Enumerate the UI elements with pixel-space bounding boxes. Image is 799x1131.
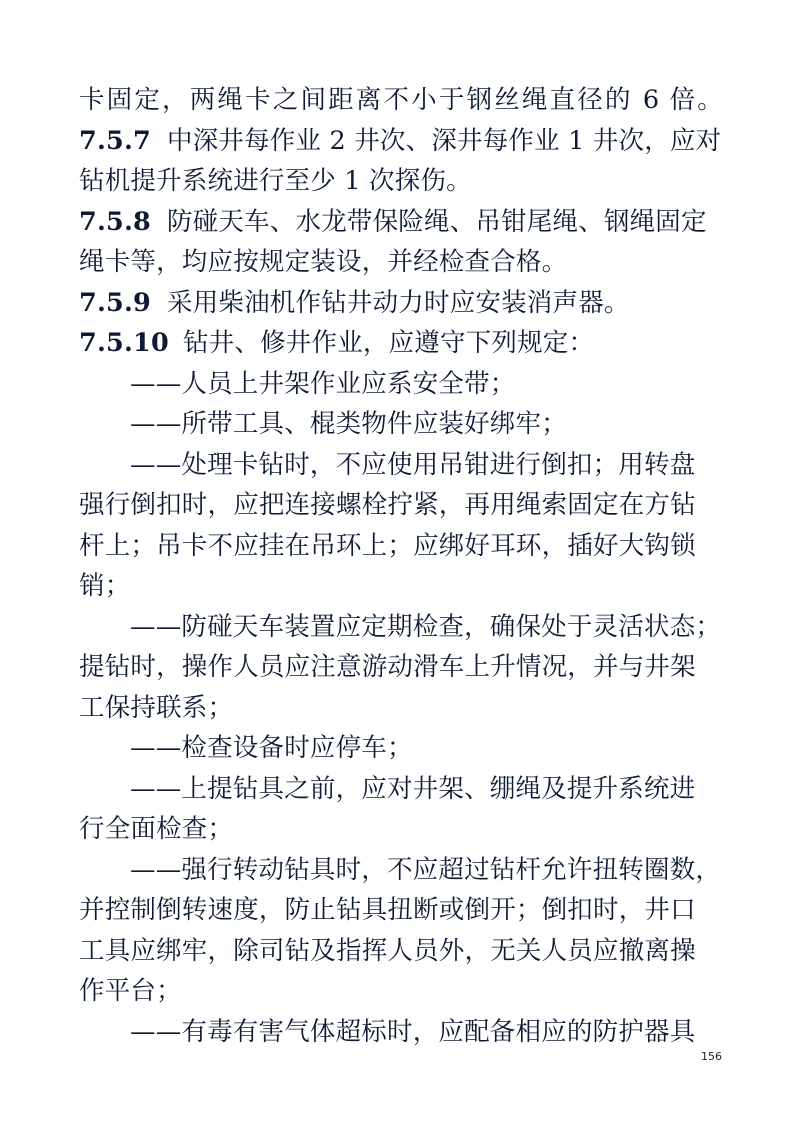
clause-7-5-10	[79, 323, 723, 364]
clause-7-5-7	[79, 121, 723, 162]
clause-number: 7.5.10	[79, 328, 169, 358]
text-line: 作平台；	[79, 976, 182, 1006]
text-line: 卡固定，两绳卡之间距离不小于钢丝绳直径的 6 倍。	[79, 85, 723, 115]
text-line: 防碰天车、水龙带保险绳、吊钳尾绳、钢绳固定	[167, 206, 707, 237]
text-line: 强行倒扣时，应把连接螺栓拧紧，再用绳索固定在方钻	[79, 490, 696, 520]
list-item: ——防碰天车装置应定期检查，确保处于灵活状态；	[130, 611, 722, 642]
list-item: ——人员上井架作业应系安全带；	[130, 368, 516, 399]
clause-7-5-9	[79, 283, 723, 324]
list-item: ——强行转动钻具时，不应超过钻杆允许扭转圈数，	[130, 854, 722, 885]
text-line: 销；	[79, 571, 131, 601]
list-item: ——处理卡钻时，不应使用吊钳进行倒扣；用转盘	[130, 449, 696, 480]
text-line: 钻井、修井作业，应遵守下列规定：	[183, 328, 595, 358]
clause-number: 7.5.8	[79, 206, 151, 237]
text-line: 工保持联系；	[79, 692, 234, 723]
list-item: ——检查设备时应停车；	[130, 733, 413, 763]
text-line: 提钻时，操作人员应注意游动滑车上升情况，并与井架	[79, 652, 696, 682]
text-line: 绳卡等，均应按规定装设，并经检查合格。	[79, 247, 568, 277]
text-line: 工具应绑牢，除司钻及指挥人员外，无关人员应撤离操	[79, 935, 696, 966]
list-item: ——有毒有害气体超标时，应配备相应的防护器具	[130, 1016, 696, 1047]
list-item: ——上提钻具之前，应对井架、绷绳及提升系统进	[130, 773, 696, 804]
text-line: 钻机提升系统进行至少 1 次探伤。	[79, 166, 472, 196]
text-line: 采用柴油机作钻井动力时应安装消声器。	[167, 287, 630, 318]
clause-7-5-8	[79, 202, 723, 243]
text-line: 并控制倒转速度，防止钻具扭断或倒开；倒扣时，井口	[79, 895, 696, 925]
text-line: 中深井每作业 2 井次、深井每作业 1 井次，应对	[167, 125, 722, 156]
document-body	[79, 80, 723, 1052]
text-line: 杆上；吊卡不应挂在吊环上；应绑好耳环，插好大钩锁	[79, 530, 696, 561]
list-item: ——所带工具、棍类物件应装好绑牢；	[130, 409, 567, 439]
page-number: 156	[701, 1050, 722, 1063]
text-line: 行全面检查；	[79, 814, 234, 844]
clause-number: 7.5.9	[79, 287, 151, 318]
clause-number: 7.5.7	[79, 125, 151, 156]
